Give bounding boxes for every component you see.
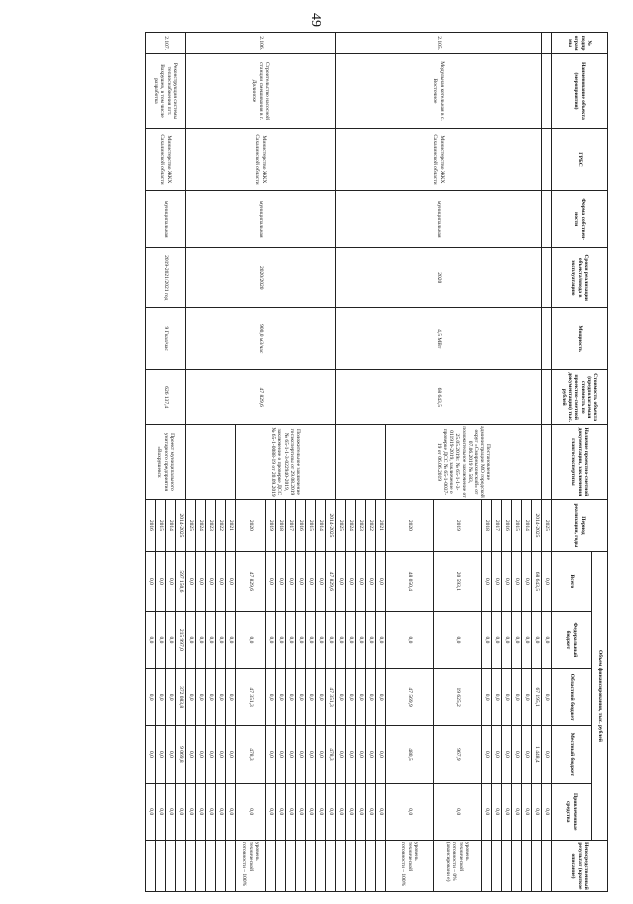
regional-cell: 0,0 xyxy=(146,669,156,726)
local-cell: 0,0 xyxy=(492,726,502,783)
period-cell: 2021 xyxy=(226,499,236,551)
object-number: 2.106. xyxy=(186,33,336,54)
period-cell: 2014 xyxy=(316,499,326,551)
period-cell: 2025 xyxy=(186,499,196,551)
regional-cell: 47 351,3 xyxy=(236,669,266,726)
regional-cell: 0,0 xyxy=(482,669,492,726)
object-ownership: муниципальная xyxy=(146,191,186,248)
federal-cell: 0,0 xyxy=(532,611,542,668)
regional-cell: 0,0 xyxy=(356,669,366,726)
col-local: Местный бюджет xyxy=(552,726,592,783)
empty-cell xyxy=(542,308,552,370)
regional-cell: 0,0 xyxy=(542,669,552,726)
local-cell: 478,3 xyxy=(326,726,336,783)
federal-cell: 0,0 xyxy=(196,611,206,668)
total-cell: 0,0 xyxy=(306,552,316,612)
result-cell xyxy=(306,840,316,891)
result-cell xyxy=(482,840,492,891)
result-cell xyxy=(356,840,366,891)
result-cell xyxy=(502,840,512,891)
regional-cell: 0,0 xyxy=(226,669,236,726)
object-number: 2.107. xyxy=(146,33,186,54)
regional-cell: 0,0 xyxy=(366,669,376,726)
col-result: Непосредственный результат (краткое описание) xyxy=(552,840,608,891)
regional-cell: 67 195,1 xyxy=(532,669,542,726)
total-cell: 0,0 xyxy=(296,552,306,612)
federal-cell: 0,0 xyxy=(492,611,502,668)
object-capacity: 9 Гкал/час xyxy=(146,308,186,370)
local-cell: 0,0 xyxy=(226,726,236,783)
regional-cell: 0,0 xyxy=(156,669,166,726)
attracted-cell: 0,0 xyxy=(166,783,176,840)
federal-cell: 0,0 xyxy=(186,611,196,668)
attracted-cell: 0,0 xyxy=(532,783,542,840)
attracted-cell: 0,0 xyxy=(316,783,326,840)
object-psd: Проект муниципального унитарного предприятия «Вахрушевск xyxy=(146,425,186,500)
regional-cell: 0,0 xyxy=(206,669,216,726)
federal-cell: 0,0 xyxy=(236,611,266,668)
regional-cell: 0,0 xyxy=(336,669,346,726)
attracted-cell: 0,0 xyxy=(522,783,532,840)
local-cell: 0,0 xyxy=(316,726,326,783)
result-cell xyxy=(512,840,522,891)
total-cell: 0,0 xyxy=(356,552,366,612)
regional-cell: 372 083,8 xyxy=(176,669,186,726)
attracted-cell: 0,0 xyxy=(434,783,482,840)
period-cell: 2023 xyxy=(356,499,366,551)
period-cell: 2016 xyxy=(146,499,156,551)
attracted-cell: 0,0 xyxy=(336,783,346,840)
period-cell: 2018 xyxy=(482,499,492,551)
regional-cell: 0,0 xyxy=(276,669,286,726)
result-cell xyxy=(266,840,276,891)
federal-cell: 0,0 xyxy=(346,611,356,668)
col-total: Всего xyxy=(552,552,592,612)
attracted-cell: 0,0 xyxy=(376,783,386,840)
object-cost: 68 643,5 xyxy=(336,370,542,425)
result-cell: уровень технической готовности – 100% xyxy=(236,840,266,891)
col-num: № подпр ограм мы xyxy=(552,33,608,54)
federal-cell: 0,0 xyxy=(296,611,306,668)
local-cell: 967,9 xyxy=(434,726,482,783)
attracted-cell: 0,0 xyxy=(296,783,306,840)
regional-cell: 0,0 xyxy=(166,669,176,726)
result-cell xyxy=(146,840,156,891)
col-federal: Федеральный бюджет xyxy=(552,611,592,668)
federal-cell: 0,0 xyxy=(326,611,336,668)
federal-cell: 0,0 xyxy=(512,611,522,668)
empty-cell xyxy=(186,425,236,500)
total-cell: 0,0 xyxy=(542,552,552,612)
federal-cell: 0,0 xyxy=(206,611,216,668)
period-cell: 2020 xyxy=(386,499,434,551)
local-cell: 480,5 xyxy=(386,726,434,783)
regional-cell: 19 625,2 xyxy=(434,669,482,726)
local-cell: 0,0 xyxy=(166,726,176,783)
empty-cell xyxy=(542,54,552,129)
regional-cell: 0,0 xyxy=(376,669,386,726)
empty-cell xyxy=(542,425,552,500)
col-ownership: Форма собствен- ности xyxy=(552,191,608,248)
attracted-cell: 0,0 xyxy=(186,783,196,840)
total-cell: 0,0 xyxy=(482,552,492,612)
local-cell: 0,0 xyxy=(366,726,376,783)
period-cell: 2016 xyxy=(502,499,512,551)
table-row xyxy=(326,33,336,892)
period-cell: 2020 xyxy=(236,499,266,551)
object-ownership: муниципальная xyxy=(336,191,542,248)
attracted-cell: 0,0 xyxy=(266,783,276,840)
attracted-cell: 0,0 xyxy=(176,783,186,840)
period-cell: 2019 xyxy=(266,499,276,551)
object-name: Модульная котельная в с. Восточное xyxy=(336,54,542,129)
regional-cell: 0,0 xyxy=(316,669,326,726)
total-cell: 0,0 xyxy=(206,552,216,612)
federal-cell: 0,0 xyxy=(146,611,156,668)
result-cell xyxy=(326,840,336,891)
total-cell: 0,0 xyxy=(276,552,286,612)
attracted-cell: 0,0 xyxy=(386,783,434,840)
col-regional: Областной бюджет xyxy=(552,669,592,726)
local-cell: 0,0 xyxy=(296,726,306,783)
federal-cell: 0,0 xyxy=(356,611,366,668)
total-cell: 20 593,1 xyxy=(434,552,482,612)
object-psd: Положительное заключение госэкспертизы от 29.08.2019 № 65-1-1-3-022940-2019, заключение о проверке ДСС № 65-1-0088-19 от 20.09.2019 xyxy=(236,425,336,500)
federal-cell: 0,0 xyxy=(366,611,376,668)
period-cell: 2025 xyxy=(542,499,552,551)
regional-cell: 47 351,3 xyxy=(326,669,336,726)
attracted-cell: 0,0 xyxy=(502,783,512,840)
col-cost: Стоимость объекта (предполагаемая стоимость по проектно-сметной документации) тыс. рублей xyxy=(552,370,608,425)
federal-cell: 0,0 xyxy=(156,611,166,668)
result-cell xyxy=(522,840,532,891)
attracted-cell: 0,0 xyxy=(276,783,286,840)
federal-cell: 0,0 xyxy=(306,611,316,668)
total-cell: 0,0 xyxy=(376,552,386,612)
federal-cell: 0,0 xyxy=(522,611,532,668)
total-cell: 0,0 xyxy=(286,552,296,612)
total-cell: 0,0 xyxy=(146,552,156,612)
local-cell: 0,0 xyxy=(196,726,206,783)
object-grbs: Министерство ЖКХ Сахалинской области xyxy=(336,128,542,190)
attracted-cell: 0,0 xyxy=(366,783,376,840)
empty-cell xyxy=(542,370,552,425)
period-cell: 2015 xyxy=(156,499,166,551)
total-cell: 0,0 xyxy=(196,552,206,612)
total-cell: 0,0 xyxy=(512,552,522,612)
regional-cell: 0,0 xyxy=(266,669,276,726)
regional-cell: 0,0 xyxy=(186,669,196,726)
regional-cell: 47 569,9 xyxy=(386,669,434,726)
total-cell: 0,0 xyxy=(366,552,376,612)
result-cell xyxy=(216,840,226,891)
federal-cell: 0,0 xyxy=(336,611,346,668)
result-cell xyxy=(532,840,542,891)
object-cost: 47 829,6 xyxy=(186,370,336,425)
local-cell: 0,0 xyxy=(522,726,532,783)
federal-cell: 0,0 xyxy=(316,611,326,668)
local-cell: 0,0 xyxy=(346,726,356,783)
period-cell: 2014-2025 xyxy=(176,499,186,551)
object-name: Строительство насосной станции смешивания в г. Долинске xyxy=(186,54,336,129)
period-cell: 2014 xyxy=(166,499,176,551)
federal-cell: 0,0 xyxy=(502,611,512,668)
col-name: Наименование объекта (мероприятия) xyxy=(552,54,608,129)
local-cell: 0,0 xyxy=(186,726,196,783)
regional-cell: 0,0 xyxy=(306,669,316,726)
attracted-cell: 0,0 xyxy=(216,783,226,840)
attracted-cell: 0,0 xyxy=(226,783,236,840)
empty-cell xyxy=(336,425,386,500)
result-cell: уровень технической готовности – 0% (авансировани е) xyxy=(434,840,482,891)
page-number: 49 xyxy=(308,13,323,27)
total-cell: 0,0 xyxy=(266,552,276,612)
period-cell: 2014-2025 xyxy=(326,499,336,551)
object-term: 2019-2021/2021 год xyxy=(146,248,186,308)
result-cell xyxy=(276,840,286,891)
local-cell: 0,0 xyxy=(336,726,346,783)
period-cell: 2021 xyxy=(376,499,386,551)
period-cell: 2022 xyxy=(216,499,226,551)
period-cell: 2014-2025 xyxy=(532,499,542,551)
local-cell: 0,0 xyxy=(286,726,296,783)
period-cell: 2023 xyxy=(206,499,216,551)
period-cell: 2024 xyxy=(196,499,206,551)
period-cell: 2017 xyxy=(286,499,296,551)
object-capacity: 900,0 м3/час xyxy=(186,308,336,370)
federal-cell: 0,0 xyxy=(434,611,482,668)
attracted-cell: 0,0 xyxy=(146,783,156,840)
attracted-cell: 0,0 xyxy=(482,783,492,840)
result-cell xyxy=(166,840,176,891)
attracted-cell: 0,0 xyxy=(156,783,166,840)
period-cell: 2017 xyxy=(492,499,502,551)
total-cell: 68 643,5 xyxy=(532,552,542,612)
table-header xyxy=(552,33,608,892)
period-cell: 2016 xyxy=(296,499,306,551)
result-cell xyxy=(492,840,502,891)
attracted-cell: 0,0 xyxy=(512,783,522,840)
attracted-cell: 0,0 xyxy=(492,783,502,840)
result-cell xyxy=(286,840,296,891)
local-cell: 0,0 xyxy=(512,726,522,783)
attracted-cell: 0,0 xyxy=(286,783,296,840)
attracted-cell: 0,0 xyxy=(206,783,216,840)
object-term: 2020 xyxy=(336,248,542,308)
attracted-cell: 0,0 xyxy=(306,783,316,840)
col-capacity: Мощность xyxy=(552,308,608,370)
total-cell: 0,0 xyxy=(186,552,196,612)
local-cell: 478,3 xyxy=(236,726,266,783)
object-cost: 626 137,4 xyxy=(146,370,186,425)
object-term: 2020/2020 xyxy=(186,248,336,308)
empty-cell xyxy=(542,191,552,248)
regional-cell: 0,0 xyxy=(346,669,356,726)
period-cell: 2025 xyxy=(336,499,346,551)
total-cell: 0,0 xyxy=(492,552,502,612)
program-table xyxy=(145,32,608,892)
period-cell: 2014 xyxy=(522,499,532,551)
result-cell xyxy=(366,840,376,891)
rotated-table-area xyxy=(53,32,608,892)
federal-cell: 0,0 xyxy=(376,611,386,668)
local-cell: 1 448,4 xyxy=(532,726,542,783)
federal-cell: 0,0 xyxy=(386,611,434,668)
object-psd: Постановление администрации МО городской округ «Смирныховский» от 07.06.2019 № 583, положительное заключение от 25.05.2019г. № 65-1-1-3-011919-2019, заключение о проверке ДСС № 65-1-0037-19 от 06.06.2019 xyxy=(386,425,542,500)
table-row xyxy=(176,33,186,892)
total-cell: 0,0 xyxy=(346,552,356,612)
local-cell: 0,0 xyxy=(306,726,316,783)
total-cell: 0,0 xyxy=(166,552,176,612)
total-cell: 47 829,6 xyxy=(236,552,266,612)
regional-cell: 0,0 xyxy=(216,669,226,726)
total-cell: 0,0 xyxy=(336,552,346,612)
local-cell: 0,0 xyxy=(216,726,226,783)
col-period: Период реализации, годы xyxy=(552,499,608,551)
regional-cell: 0,0 xyxy=(492,669,502,726)
table-row xyxy=(542,33,552,892)
federal-cell: 0,0 xyxy=(166,611,176,668)
result-cell xyxy=(376,840,386,891)
period-cell: 2019 xyxy=(434,499,482,551)
period-cell: 2022 xyxy=(366,499,376,551)
total-cell: 48 050,4 xyxy=(386,552,434,612)
total-cell: 0,0 xyxy=(502,552,512,612)
result-cell xyxy=(206,840,216,891)
attracted-cell: 0,0 xyxy=(326,783,336,840)
object-grbs: Министерство ЖКХ Сахалинской области xyxy=(186,128,336,190)
regional-cell: 0,0 xyxy=(196,669,206,726)
table-body xyxy=(146,33,552,892)
attracted-cell: 0,0 xyxy=(236,783,266,840)
empty-cell xyxy=(542,248,552,308)
total-cell: 0,0 xyxy=(226,552,236,612)
empty-cell xyxy=(542,33,552,54)
period-cell: 2024 xyxy=(346,499,356,551)
result-cell xyxy=(196,840,206,891)
col-grbs: ГРБС xyxy=(552,128,608,190)
result-cell: уровень технической готовности – 100% xyxy=(386,840,434,891)
federal-cell: 0,0 xyxy=(482,611,492,668)
regional-cell: 0,0 xyxy=(512,669,522,726)
result-cell xyxy=(186,840,196,891)
regional-cell: 0,0 xyxy=(296,669,306,726)
col-attracted: Привлеченные средства xyxy=(552,783,592,840)
result-cell xyxy=(226,840,236,891)
local-cell: 0,0 xyxy=(146,726,156,783)
federal-cell: 0,0 xyxy=(542,611,552,668)
object-capacity: 4,5 МВт xyxy=(336,308,542,370)
local-cell: 9 069,8 xyxy=(176,726,186,783)
object-ownership: муниципальная xyxy=(186,191,336,248)
col-term: Сроки реализации объекта/ввода в эксплуатацию xyxy=(552,248,608,308)
local-cell: 0,0 xyxy=(156,726,166,783)
result-cell xyxy=(156,840,166,891)
local-cell: 0,0 xyxy=(356,726,366,783)
federal-cell: 0,0 xyxy=(266,611,276,668)
object-grbs: Министерство ЖКХ Сахалинской области xyxy=(146,128,186,190)
result-cell xyxy=(542,840,552,891)
federal-cell: 0,0 xyxy=(276,611,286,668)
attracted-cell: 0,0 xyxy=(356,783,366,840)
result-cell xyxy=(346,840,356,891)
federal-cell: 0,0 xyxy=(286,611,296,668)
result-cell xyxy=(296,840,306,891)
regional-cell: 0,0 xyxy=(502,669,512,726)
total-cell: 0,0 xyxy=(156,552,166,612)
empty-cell xyxy=(542,128,552,190)
federal-cell: 0,0 xyxy=(226,611,236,668)
col-funding: Объем финансирования, тыс. рублей xyxy=(592,552,608,841)
object-number: 2.105. xyxy=(336,33,542,54)
local-cell: 0,0 xyxy=(542,726,552,783)
table-row xyxy=(532,33,542,892)
result-cell xyxy=(176,840,186,891)
attracted-cell: 0,0 xyxy=(346,783,356,840)
local-cell: 0,0 xyxy=(266,726,276,783)
result-cell xyxy=(316,840,326,891)
local-cell: 0,0 xyxy=(206,726,216,783)
local-cell: 0,0 xyxy=(502,726,512,783)
federal-cell: 215 997,0 xyxy=(176,611,186,668)
regional-cell: 0,0 xyxy=(286,669,296,726)
period-cell: 2018 xyxy=(276,499,286,551)
total-cell: 0,0 xyxy=(522,552,532,612)
result-cell xyxy=(336,840,346,891)
total-cell: 0,0 xyxy=(316,552,326,612)
total-cell: 597 150,6 xyxy=(176,552,186,612)
federal-cell: 0,0 xyxy=(216,611,226,668)
local-cell: 0,0 xyxy=(376,726,386,783)
regional-cell: 0,0 xyxy=(522,669,532,726)
period-cell: 2015 xyxy=(306,499,316,551)
period-cell: 2015 xyxy=(512,499,522,551)
attracted-cell: 0,0 xyxy=(542,783,552,840)
attracted-cell: 0,0 xyxy=(196,783,206,840)
local-cell: 0,0 xyxy=(276,726,286,783)
total-cell: 0,0 xyxy=(216,552,226,612)
col-psd: Наличие проектно-сметной документации, заключения главгосэкспертизы xyxy=(552,425,608,500)
object-name: Реконструкция системы теплоснабжения пгт. Вахрушев, в том числе разработка xyxy=(146,54,186,129)
local-cell: 0,0 xyxy=(482,726,492,783)
total-cell: 47 829,6 xyxy=(326,552,336,612)
